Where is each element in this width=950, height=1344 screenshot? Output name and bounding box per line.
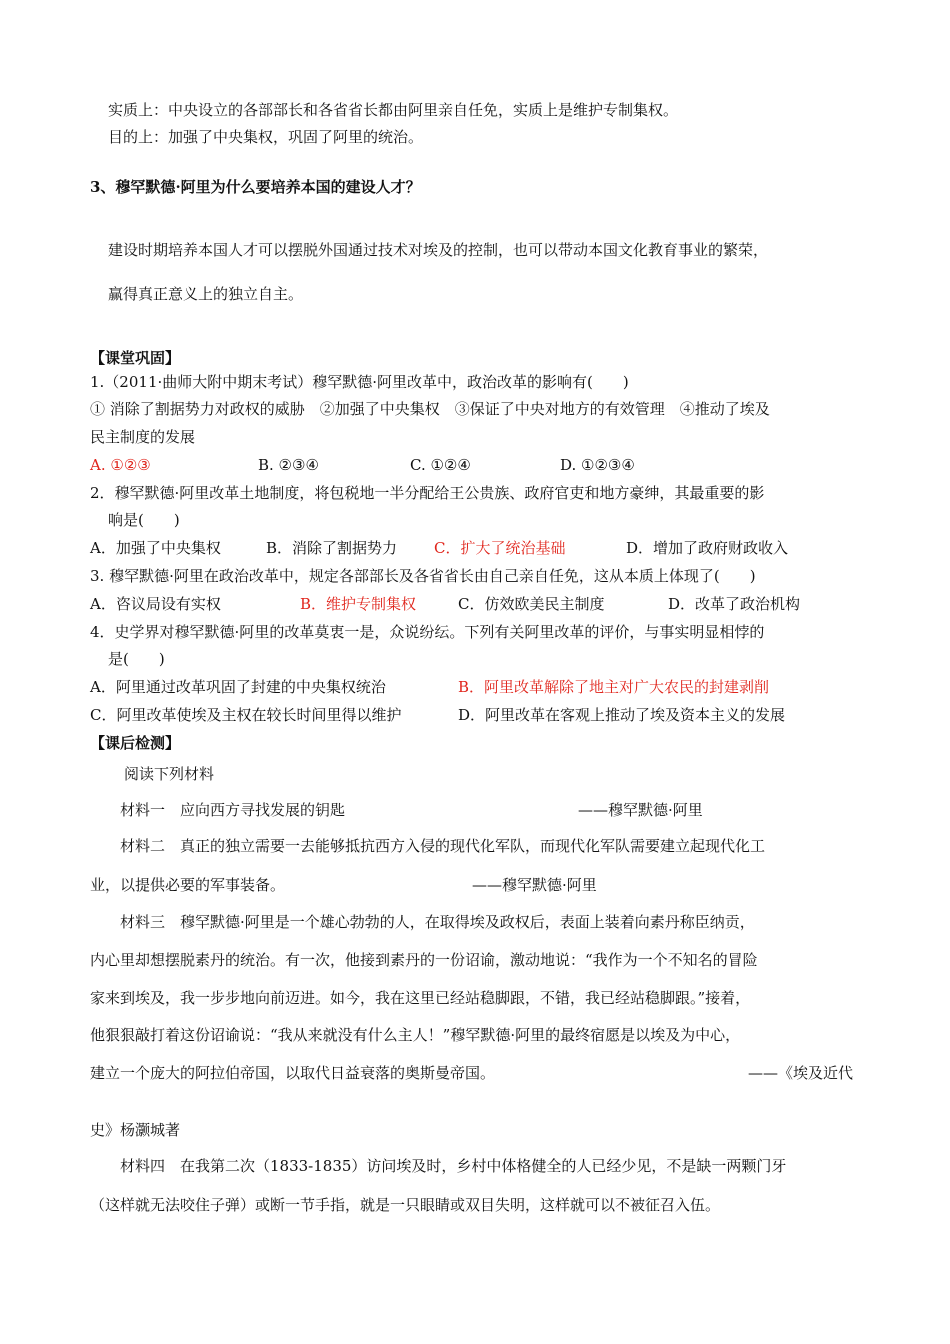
q1-items-line-1: ① 消除了割据势力对政权的威胁 ②加强了中央集权 ③保证了中央对地方的有效管理 ④推动了埃及 xyxy=(90,400,770,418)
material-3-line-1: 材料三 穆罕默德·阿里是一个雄心勃勃的人，在取得埃及政权后，表面上装着向素丹称臣纳贡， xyxy=(120,913,755,931)
q1-option-d: D. ①②③④ xyxy=(560,456,635,474)
q3-stem: 3. 穆罕默德·阿里在政治改革中，规定各部部长及各省省长由自己亲自任免，这从本质上体现了( ) xyxy=(90,567,756,585)
q4-option-a: A．阿里通过改革巩固了封建的中央集权统治 xyxy=(90,678,386,696)
summary-purpose: 目的上：加强了中央集权，巩固了阿里的统治。 xyxy=(108,128,424,146)
classroom-heading: 【课堂巩固】 xyxy=(90,349,181,367)
q3-option-d: D．改革了政治机构 xyxy=(668,595,801,613)
material-3-line-2: 内心里却想摆脱素丹的统治。有一次，他接到素丹的一份诏谕，激动地说：“我作为一个不知名的冒险 xyxy=(90,951,758,969)
reading-intro: 阅读下列材料 xyxy=(124,765,215,783)
q3-option-b: B．维护专制集权 xyxy=(300,595,417,613)
q4-option-d: D．阿里改革在客观上推动了埃及资本主义的发展 xyxy=(458,706,786,724)
q3-option-c: C．仿效欧美民主制度 xyxy=(458,595,605,613)
material-4-line-1: 材料四 在我第二次（1833-1835）访问埃及时，乡村中体格健全的人已经少见，不是缺一两颗门牙 xyxy=(120,1157,787,1175)
q2-stem-line-1: 2．穆罕默德·阿里改革土地制度，将包税地一半分配给王公贵族、政府官吏和地方豪绅，其最重要的影 xyxy=(90,484,765,502)
material-3-source: ——《埃及近代 xyxy=(748,1064,854,1082)
material-2-source: ——穆罕默德·阿里 xyxy=(472,876,597,894)
q4-stem-line-1: 4．史学界对穆罕默德·阿里的改革莫衷一是，众说纷纭。下列有关阿里改革的评价，与事实明显相悖的 xyxy=(90,623,765,641)
question-3-title: 3、穆罕默德·阿里为什么要培养本国的建设人才？ xyxy=(90,178,421,196)
q2-option-c: C．扩大了统治基础 xyxy=(434,539,566,557)
material-4-line-2: （这样就无法咬住子弹）或断一节手指，就是一只眼睛或双目失明，这样就可以不被征召入伍。 xyxy=(90,1196,721,1214)
q2-option-b: B．消除了割据势力 xyxy=(266,539,398,557)
material-1-source: ——穆罕默德·阿里 xyxy=(578,801,703,819)
material-2-line-1: 材料二 真正的独立需要一去能够抵抗西方入侵的现代化军队，而现代化军队需要建立起现代化工 xyxy=(120,837,766,855)
q1-option-b: B. ②③④ xyxy=(258,456,319,474)
q1-stem: 1.（2011·曲师大附中期末考试）穆罕默德·阿里改革中，政治改革的影响有( ) xyxy=(90,373,629,391)
material-2-line-2: 业，以提供必要的军事装备。 xyxy=(90,876,286,894)
material-3-line-5: 建立一个庞大的阿拉伯帝国，以取代日益衰落的奥斯曼帝国。 xyxy=(90,1064,496,1082)
q4-stem-line-2: 是( ) xyxy=(108,650,165,668)
q1-option-a: A. ①②③ xyxy=(90,456,151,474)
question-3-answer-line-1: 建设时期培养本国人才可以摆脱外国通过技术对埃及的控制，也可以带动本国文化教育事业的繁荣， xyxy=(108,241,769,259)
material-1-text: 材料一 应向西方寻找发展的钥匙 xyxy=(120,801,346,819)
q2-option-d: D．增加了政府财政收入 xyxy=(626,539,789,557)
q1-option-c: C. ①②④ xyxy=(410,456,471,474)
material-3-line-4: 他狠狠敲打着这份诏谕说：“我从来就没有什么主人！”穆罕默德·阿里的最终宿愿是以埃及为中心， xyxy=(90,1026,741,1044)
question-3-answer-line-2: 赢得真正意义上的独立自主。 xyxy=(108,285,304,303)
q4-option-c: C．阿里改革使埃及主权在较长时间里得以维护 xyxy=(90,706,402,724)
q4-option-b: B．阿里改革解除了地主对广大农民的封建剥削 xyxy=(458,678,770,696)
material-3-source-continued: 史》杨灏城著 xyxy=(90,1121,181,1139)
q1-items-line-2: 民主制度的发展 xyxy=(90,428,196,446)
q3-option-a: A．咨议局设有实权 xyxy=(90,595,221,613)
after-class-heading: 【课后检测】 xyxy=(90,734,181,752)
material-3-line-3: 家来到埃及，我一步步地向前迈进。如今，我在这里已经站稳脚跟，不错，我已经站稳脚跟。”接着， xyxy=(90,989,751,1007)
q2-stem-line-2: 响是( ) xyxy=(108,511,180,529)
summary-essence: 实质上：中央设立的各部部长和各省省长都由阿里亲自任免，实质上是维护专制集权。 xyxy=(108,101,679,119)
q2-option-a: A．加强了中央集权 xyxy=(90,539,221,557)
